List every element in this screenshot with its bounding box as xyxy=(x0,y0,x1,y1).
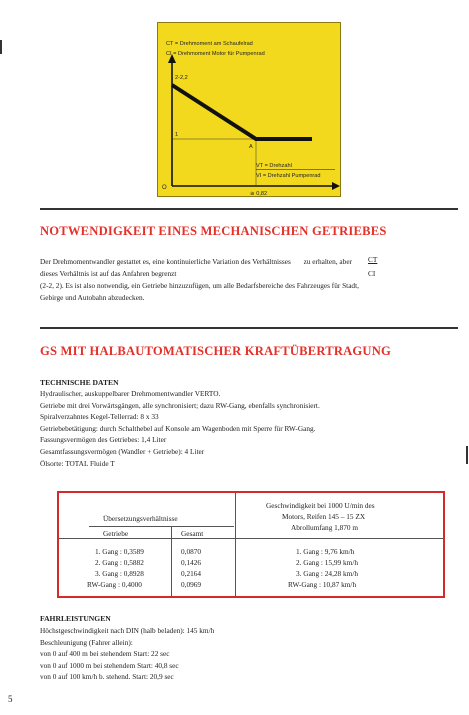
fraction-numerator: CT xyxy=(368,255,378,264)
label-origin: O xyxy=(162,185,167,191)
table-row-gesamt: 0,1426 xyxy=(181,558,202,567)
section-rule-1 xyxy=(40,208,458,210)
legend-ct: CT = Drehmoment am Schaufelrad xyxy=(166,41,253,47)
performance-line: Beschleunigung (Fahrer allein): xyxy=(40,637,133,647)
tech-line: Hydraulischer, auskuppelbarer Drehmomentwandler VERTO. xyxy=(40,389,221,398)
table-row-getriebe: 2. Gang : 0,5882 xyxy=(95,558,144,567)
tech-line: Spiralverzahntes Kegel-Tellerrad: 8 x 33 xyxy=(40,412,159,422)
tech-line: Ölsorte: TOTAL Fluide T xyxy=(40,458,115,468)
fraction-denominator: CI xyxy=(368,269,376,278)
section-rule-2 xyxy=(40,327,458,329)
table-row-gesamt: 0,0969 xyxy=(181,580,202,589)
tech-line: Gesamtfassungsvermögen (Wandler + Getriebe): 4 Liter xyxy=(40,446,205,456)
ratio-fraction xyxy=(368,255,377,264)
tech-data-heading: TECHNISCHE DATEN xyxy=(40,378,119,387)
table-row-getriebe: 3. Gang : 0,8928 xyxy=(95,569,144,578)
performance-line: von 0 auf 400 m bei stehendem Start: 22 sec xyxy=(40,649,170,659)
section2-title: GS MIT HALBAUTOMATISCHER KRAFTÜBERTRAGUNG xyxy=(40,344,391,358)
performance-list xyxy=(40,625,460,683)
table-row-speed: 2. Gang : 15,99 km/h xyxy=(296,558,359,567)
margin-mark-right xyxy=(466,446,468,464)
table-row-gesamt: 0,2164 xyxy=(181,569,202,578)
gear-ratio-table xyxy=(57,491,445,598)
tech-line: Getriebebetätigung: durch Schalthebel auf Konsole am Wagenboden mit Sperre für RW-Gang. xyxy=(40,423,316,433)
legend-ci: CI = Drehmoment Motor für Pumpenrad xyxy=(166,51,265,57)
section1-line1-end: zu erhalten, aber xyxy=(303,257,352,266)
performance-line: von 0 auf 1000 m bei stehendem Start: 40,8 sec xyxy=(40,660,179,670)
table-row-getriebe: 1. Gang : 0,3589 xyxy=(95,547,144,556)
section1-line3: (2-2, 2). Es ist also notwendig, ein Getriebe hinzuzufügen, um alle Bedarfsbereiche des Fahrzeuges für Stadt, xyxy=(40,281,359,290)
label-x: ≅ 0,82 xyxy=(250,191,268,197)
table-col-getriebe: Getriebe xyxy=(103,529,129,538)
tech-line: Fassungsvermögen des Getriebes: 1,4 Liter xyxy=(40,435,167,445)
label-y-one: 1 xyxy=(175,132,179,138)
table-divider-main xyxy=(235,493,236,596)
performance-heading: FAHRLEISTUNGEN xyxy=(40,614,111,623)
label-y-top: 2-2,2 xyxy=(175,75,188,81)
section1-line2: dieses Verhältnis ist auf das Anfahren begrenzt xyxy=(40,269,177,278)
page-number: 5 xyxy=(8,694,13,704)
table-col-gesamt: Gesamt xyxy=(181,529,204,538)
legend-vt: VT = Drehzahl xyxy=(256,163,292,169)
table-head-right-3: Abrollumfang 1,870 m xyxy=(291,523,359,532)
legend-vi: VI = Drehzahl Pumpenrad xyxy=(256,173,321,179)
performance-line: Höchstgeschwindigkeit nach DIN (halb beladen): 145 km/h xyxy=(40,626,215,635)
tech-line: Getriebe mit drei Vorwärtsgängen, alle synchronisiert; dazu RW-Gang, ebenfalls synchronisiert. xyxy=(40,400,320,410)
margin-mark-top xyxy=(0,40,2,54)
table-row-speed: RW-Gang : 10,87 km/h xyxy=(288,580,357,589)
torque-ratio-curve xyxy=(172,85,312,139)
torque-diagram-svg xyxy=(158,23,342,198)
section1-paragraph xyxy=(40,256,460,304)
table-row-speed: 3. Gang : 24,28 km/h xyxy=(296,569,359,578)
table-row-getriebe: RW-Gang : 0,4000 xyxy=(87,580,142,589)
table-row-speed: 1. Gang : 9,76 km/h xyxy=(296,547,355,556)
section1-title: NOTWENDIGKEIT EINES MECHANISCHEN GETRIEBES xyxy=(40,224,387,238)
performance-line: von 0 auf 100 km/h b. stehend. Start: 20,9 sec xyxy=(40,672,174,682)
label-a: A xyxy=(249,144,253,150)
ratio-fraction-den xyxy=(368,269,375,278)
torque-converter-diagram xyxy=(157,22,341,197)
table-row-gesamt: 0,0870 xyxy=(181,547,202,556)
section1-line4: Gebirge und Autobahn abzudecken. xyxy=(40,293,145,302)
table-head-right-2: Motors, Reifen 145 – 15 ZX xyxy=(282,512,366,521)
tech-data-list xyxy=(40,388,460,469)
table-head-right-1: Geschwindigkeit bei 1000 U/min des xyxy=(266,501,375,510)
x-axis-arrow xyxy=(332,182,340,190)
table-head-left: Übersetzungsverhältnisse xyxy=(103,514,178,523)
table-header-rule xyxy=(89,526,234,527)
section1-line1: Der Drehmomentwandler gestattet es, eine kontinuierliche Variation des Verhältnisses xyxy=(40,257,291,266)
